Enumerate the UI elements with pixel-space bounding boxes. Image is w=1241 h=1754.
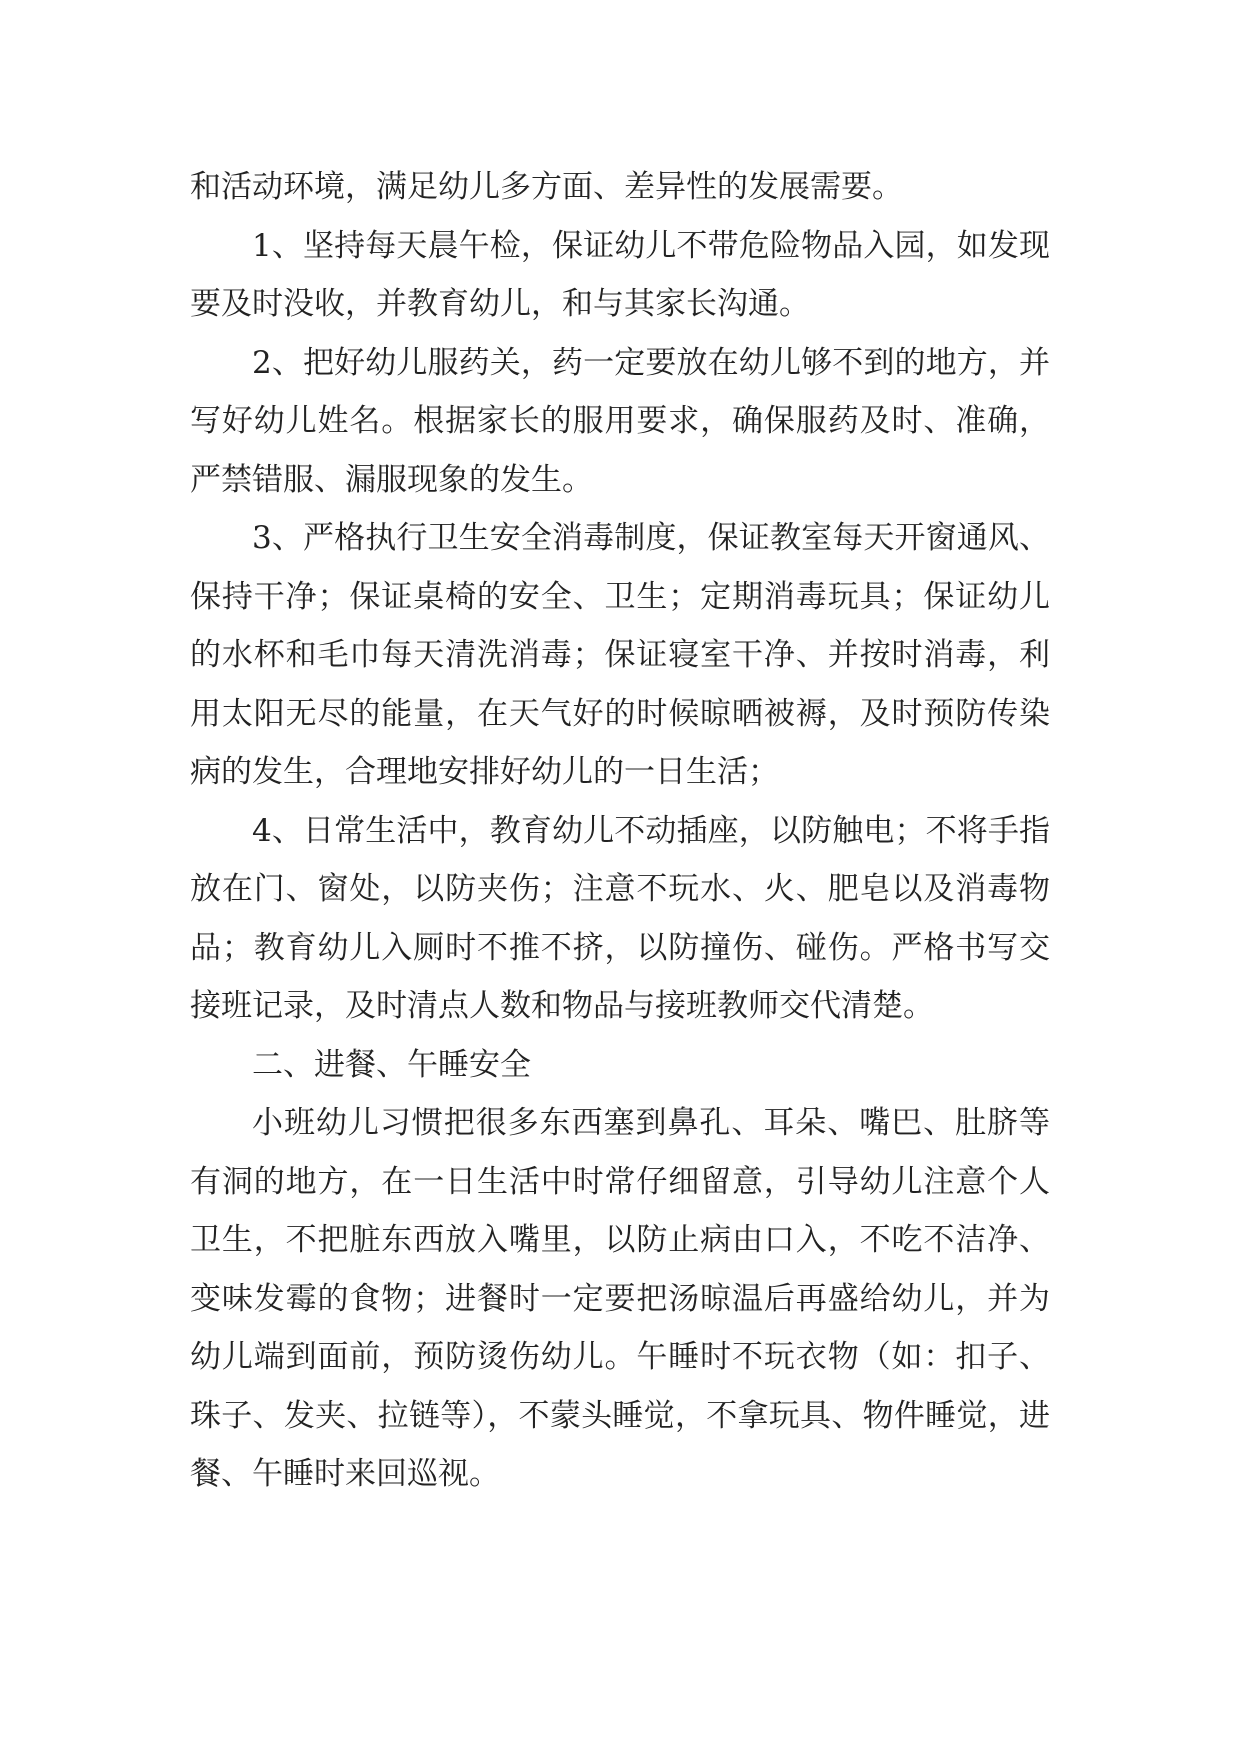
document-body — [190, 158, 1050, 1504]
paragraph-item-3: 3、严格执行卫生安全消毒制度，保证教室每天开窗通风、保持干净；保证桌椅的安全、卫生；定期消毒玩具；保证幼儿的水杯和毛巾每天清洗消毒；保证寝室干净、并按时消毒，利用太阳无尽的能量，在天气好的时候晾晒被褥，及时预防传染病的发生，合理地安排好幼儿的一日生活； — [190, 520, 1050, 790]
paragraph-item-4: 4、日常生活中，教育幼儿不动插座，以防触电；不将手指放在门、窗处，以防夹伤；注意不玩水、火、肥皂以及消毒物品；教育幼儿入厕时不推不挤，以防撞伤、碰伤。严格书写交接班记录，及时清点人数和物品与接班教师交代清楚。 — [190, 812, 1050, 1024]
paragraph-continuation: 和活动环境，满足幼儿多方面、差异性的发展需要。 — [190, 169, 903, 205]
paragraph-item-2: 2、把好幼儿服药关，药一定要放在幼儿够不到的地方，并写好幼儿姓名。根据家长的服用要求，确保服药及时、准确，严禁错服、漏服现象的发生。 — [190, 344, 1050, 498]
paragraph-meal-nap-safety: 小班幼儿习惯把很多东西塞到鼻孔、耳朵、嘴巴、肚脐等有洞的地方，在一日生活中时常仔细留意，引导幼儿注意个人卫生，不把脏东西放入嘴里，以防止病由口入，不吃不洁净、变味发霉的食物；进餐时一定要把汤晾温后再盛给幼儿，并为幼儿端到面前，预防烫伤幼儿。午睡时不玩衣物（如：扣子、珠子、发夹、拉链等），不蒙头睡觉，不拿玩具、物件睡觉，进餐、午睡时来回巡视。 — [190, 1105, 1050, 1492]
paragraph-item-1: 1、坚持每天晨午检，保证幼儿不带危险物品入园，如发现要及时没收，并教育幼儿，和与其家长沟通。 — [190, 227, 1050, 322]
section-heading: 二、进餐、午睡安全 — [252, 1046, 531, 1083]
